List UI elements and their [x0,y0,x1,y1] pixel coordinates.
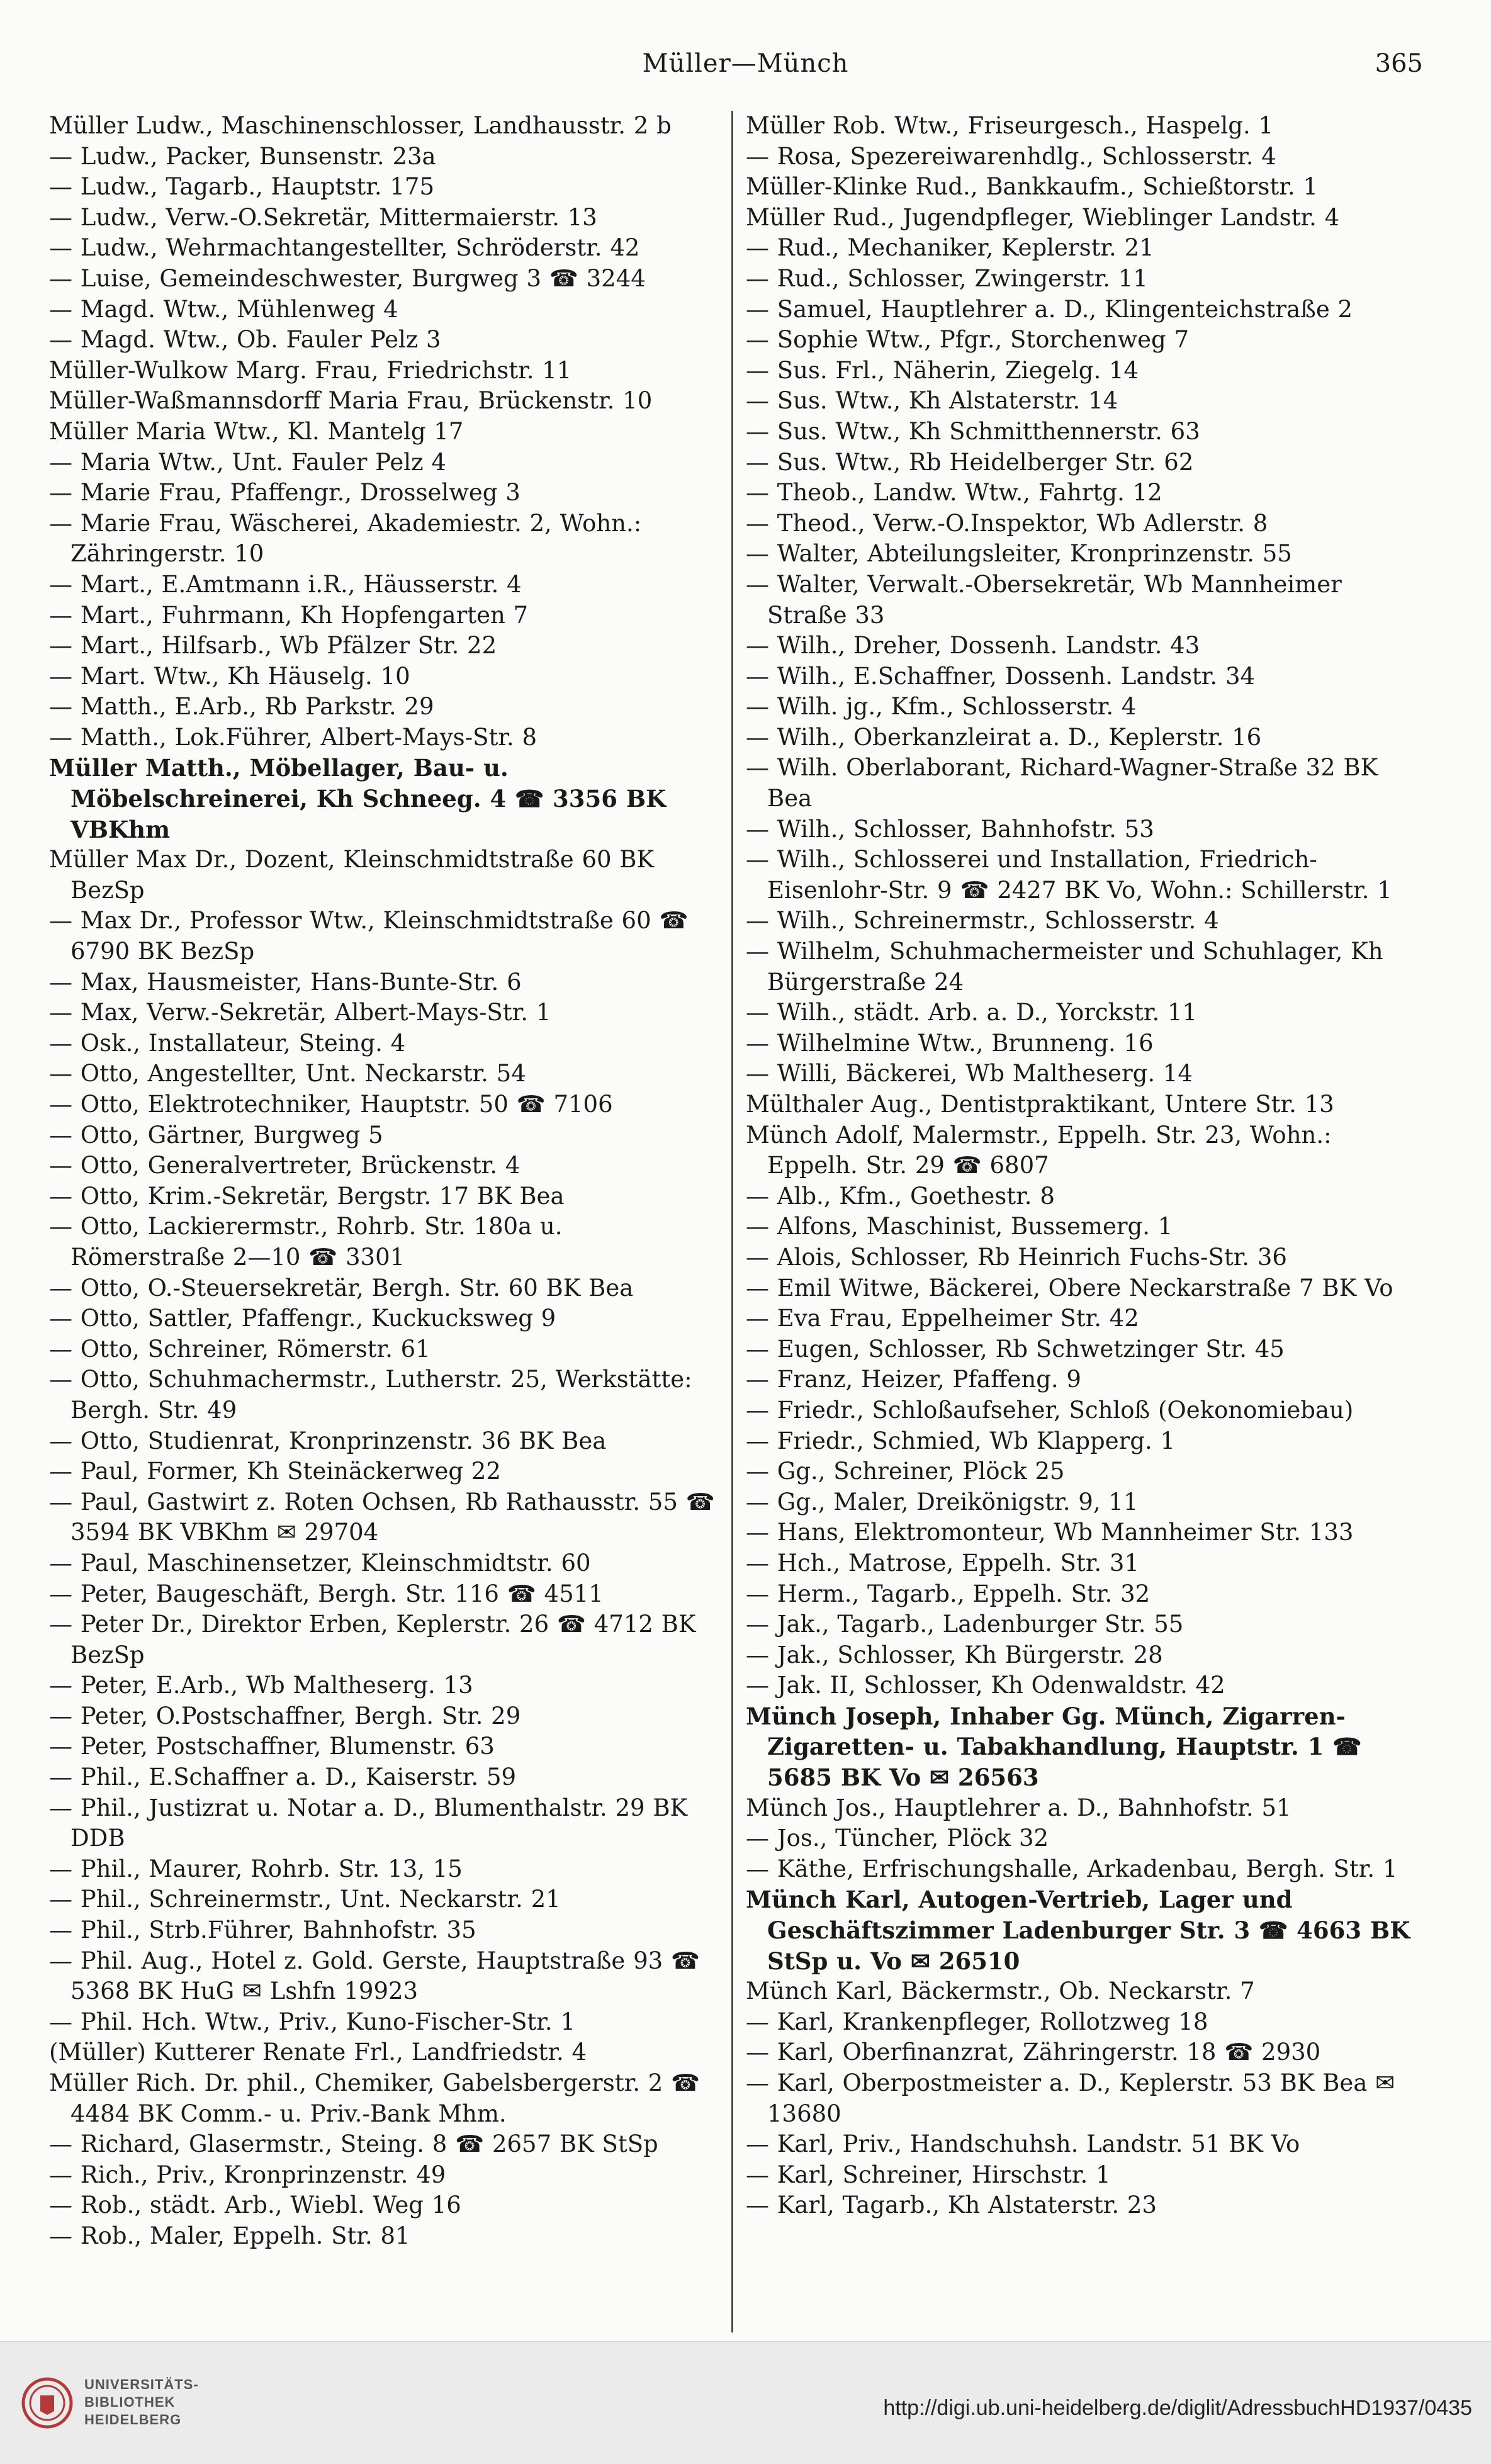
directory-entry: — Theod., Verw.-O.Inspektor, Wb Adlerstr. 8 [746,509,1268,537]
directory-entry: — Alfons, Maschinist, Bussemerg. 1 [746,1213,1173,1240]
directory-entry: — Mart., Hilfsarb., Wb Pfälzer Str. 22 [49,632,497,660]
directory-entry: — Wilh., Schreinermstr., Schlosserstr. 4 [746,907,1219,935]
directory-entry: Mülthaler Aug., Dentistpraktikant, Untere Str. 13 [746,1091,1334,1118]
directory-entry: — Jak., Schlosser, Kh Bürgerstr. 28 [746,1641,1163,1668]
directory-entry: — Max, Hausmeister, Hans-Bunte-Str. 6 [49,968,522,996]
directory-entry: — Franz, Heizer, Pfaffeng. 9 [746,1366,1081,1393]
directory-entry: — Phil. Hch. Wtw., Priv., Kuno-Fischer-Str. 1 [49,2008,575,2035]
column-divider [731,111,733,2332]
directory-entry: (Müller) Kutterer Renate Frl., Landfriedstr. 4 [49,2039,587,2066]
directory-entry: — Walter, Abteilungsleiter, Kronprinzenstr. 55 [746,540,1292,568]
directory-entry: — Walter, Verwalt.-Obersekretär, Wb Mannheimer Straße 33 [746,570,1342,629]
library-name-line: UNIVERSITÄTS- [84,2377,199,2392]
directory-entry: Müller Maria Wtw., Kl. Mantelg 17 [49,417,464,445]
directory-entry: — Rob., Maler, Eppelh. Str. 81 [49,2222,410,2249]
directory-entry: — Maria Wtw., Unt. Fauler Pelz 4 [49,448,446,476]
directory-entry: — Max Dr., Professor Wtw., Kleinschmidtstraße 60 ☎ 6790 BK BezSp [49,907,689,965]
directory-entry: — Wilh., Dreher, Dossenh. Landstr. 43 [746,632,1200,660]
directory-entry: — Gg., Maler, Dreikönigstr. 9, 11 [746,1488,1139,1516]
directory-entry: — Karl, Priv., Handschuhsh. Landstr. 51 BK Vo [746,2130,1300,2158]
directory-entry: — Sus. Wtw., Kh Alstaterstr. 14 [746,387,1118,415]
directory-entry: Müller Rob. Wtw., Friseurgesch., Haspelg. 1 [746,112,1274,139]
directory-entry: — Phil. Aug., Hotel z. Gold. Gerste, Hauptstraße 93 ☎ 5368 BK HuG ✉ Lshfn 19923 [49,1947,700,2005]
directory-entry: — Ludw., Packer, Bunsenstr. 23a [49,142,436,170]
directory-entry: — Sus. Wtw., Kh Schmitthennerstr. 63 [746,417,1200,445]
directory-entry: — Marie Frau, Wäscherei, Akademiestr. 2, Wohn.: Zähringerstr. 10 [49,509,642,568]
directory-entry: — Phil., Justizrat u. Notar a. D., Blumenthalstr. 29 BK DDB [49,1794,688,1852]
directory-entry: — Mart., E.Amtmann i.R., Häusserstr. 4 [49,570,522,598]
directory-entry: — Otto, Elektrotechniker, Hauptstr. 50 ☎ 7106 [49,1091,613,1118]
directory-entry: Münch Karl, Autogen-Vertrieb, Lager und Geschäftszimmer Ladenburger Str. 3 ☎ 4663 BK StSp u. Vo ✉ 26510 [746,1886,1410,1975]
directory-entry: — Peter, E.Arb., Wb Maltheserg. 13 [49,1672,473,1699]
directory-entry: — Emil Witwe, Bäckerei, Obere Neckarstraße 7 BK Vo [746,1274,1393,1302]
directory-entry: — Alois, Schlosser, Rb Heinrich Fuchs-Str. 36 [746,1243,1287,1271]
directory-entry: — Otto, Gärtner, Burgweg 5 [49,1121,383,1149]
directory-entry: — Eugen, Schlosser, Rb Schwetzinger Str. 45 [746,1335,1285,1363]
directory-entry: — Otto, Generalvertreter, Brückenstr. 4 [49,1152,520,1179]
directory-entry: Müller Rud., Jugendpfleger, Wieblinger Landstr. 4 [746,203,1340,231]
directory-entry: — Peter, O.Postschaffner, Bergh. Str. 29 [49,1702,521,1730]
directory-entry: — Friedr., Schloßaufseher, Schloß (Oekonomiebau) [746,1396,1354,1424]
directory-entry: — Sus. Frl., Näherin, Ziegelg. 14 [746,356,1139,384]
directory-entry: — Phil., E.Schaffner a. D., Kaiserstr. 59 [49,1764,517,1791]
directory-entry: — Otto, O.-Steuersekretär, Bergh. Str. 60 BK Bea [49,1274,634,1302]
directory-entry: — Otto, Studienrat, Kronprinzenstr. 36 BK Bea [49,1427,607,1454]
directory-entry: — Peter, Postschaffner, Blumenstr. 63 [49,1733,495,1760]
directory-entry: Müller Matth., Möbellager, Bau- u. Möbelschreinerei, Kh Schneeg. 4 ☎ 3356 BK VBKhm [49,754,667,843]
directory-entry: — Marie Frau, Pfaffengr., Drosselweg 3 [49,479,520,507]
directory-entry: — Willi, Bäckerei, Wb Maltheserg. 14 [746,1060,1193,1088]
directory-entry: — Sophie Wtw., Pfgr., Storchenweg 7 [746,326,1190,354]
directory-entry: — Paul, Maschinensetzer, Kleinschmidtstr. 60 [49,1549,591,1577]
directory-entry: — Matth., Lok.Führer, Albert-Mays-Str. 8 [49,723,537,751]
directory-entry: — Paul, Gastwirt z. Roten Ochsen, Rb Rathausstr. 55 ☎ 3594 BK VBKhm ✉ 29704 [49,1488,715,1546]
directory-entry: — Magd. Wtw., Mühlenweg 4 [49,295,398,323]
directory-entry: — Samuel, Hauptlehrer a. D., Klingenteichstraße 2 [746,295,1353,323]
directory-entry: — Herm., Tagarb., Eppelh. Str. 32 [746,1580,1151,1607]
directory-entry: — Rob., städt. Arb., Wiebl. Weg 16 [49,2191,461,2219]
library-name-line: HEIDELBERG [84,2412,182,2427]
directory-entry: — Wilhelm, Schuhmachermeister und Schuhlager, Kh Bürgerstraße 24 [746,938,1383,996]
left-column [49,111,723,2252]
source-url-link[interactable]: http://digi.ub.uni-heidelberg.de/diglit/AdressbuchHD1937/0435 [883,2396,1472,2420]
directory-entry: — Peter, Baugeschäft, Bergh. Str. 116 ☎ 4511 [49,1580,604,1607]
directory-entry: — Alb., Kfm., Goethestr. 8 [746,1182,1055,1210]
directory-entry: — Wilh. Oberlaborant, Richard-Wagner-Straße 32 BK Bea [746,754,1378,813]
directory-entry: — Peter Dr., Direktor Erben, Keplerstr. 26 ☎ 4712 BK BezSp [49,1611,696,1668]
directory-entry: Müller Max Dr., Dozent, Kleinschmidtstraße 60 BK BezSp [49,846,655,904]
directory-entry: — Wilh., Oberkanzleirat a. D., Keplerstr. 16 [746,723,1262,751]
directory-entry: Münch Jos., Hauptlehrer a. D., Bahnhofstr. 51 [746,1794,1291,1821]
directory-entry: — Max, Verw.-Sekretär, Albert-Mays-Str. 1 [49,999,551,1027]
directory-entry: — Rich., Priv., Kronprinzenstr. 49 [49,2161,446,2188]
directory-entry: — Ludw., Verw.-O.Sekretär, Mittermaierstr. 13 [49,203,597,231]
directory-entry: — Mart., Fuhrmann, Kh Hopfengarten 7 [49,601,529,629]
directory-entry: — Magd. Wtw., Ob. Fauler Pelz 3 [49,326,441,354]
directory-entry: — Eva Frau, Eppelheimer Str. 42 [746,1305,1139,1332]
directory-entry: Müller-Waßmannsdorff Maria Frau, Brückenstr. 10 [49,387,653,415]
directory-entry: — Karl, Oberpostmeister a. D., Keplerstr. 53 BK Bea ✉ 13680 [746,2069,1395,2127]
directory-entry: — Hans, Elektromonteur, Wb Mannheimer Str. 133 [746,1519,1354,1546]
directory-entry: — Luise, Gemeindeschwester, Burgweg 3 ☎ 3244 [49,264,646,292]
directory-entry: — Jak. II, Schlosser, Kh Odenwaldstr. 42 [746,1672,1225,1699]
page-number: 365 [1375,49,1423,78]
directory-entry: — Rud., Schlosser, Zwingerstr. 11 [746,264,1148,292]
directory-entry: — Wilh., Schlosserei und Installation, Friedrich-Eisenlohr-Str. 9 ☎ 2427 BK Vo, Wohn.: Schillerstr. 1 [746,846,1392,904]
directory-entry: — Richard, Glasermstr., Steing. 8 ☎ 2657 BK StSp [49,2130,658,2158]
directory-entry: — Friedr., Schmied, Wb Klapperg. 1 [746,1427,1176,1454]
directory-entry: — Otto, Angestellter, Unt. Neckarstr. 54 [49,1060,526,1088]
directory-entry: — Theob., Landw. Wtw., Fahrtg. 12 [746,479,1162,507]
directory-entry: — Rud., Mechaniker, Keplerstr. 21 [746,234,1154,262]
directory-entry: — Phil., Strb.Führer, Bahnhofstr. 35 [49,1916,476,1944]
directory-entry: — Hch., Matrose, Eppelh. Str. 31 [746,1549,1139,1577]
directory-entry: Münch Adolf, Malermstr., Eppelh. Str. 23, Wohn.: Eppelh. Str. 29 ☎ 6807 [746,1121,1332,1179]
university-seal-icon [21,2375,73,2431]
directory-entry: — Karl, Schreiner, Hirschstr. 1 [746,2161,1111,2188]
directory-entry: — Ludw., Tagarb., Hauptstr. 175 [49,173,435,201]
directory-entry: — Otto, Sattler, Pfaffengr., Kuckucksweg 9 [49,1305,556,1332]
directory-entry: — Karl, Tagarb., Kh Alstaterstr. 23 [746,2191,1157,2219]
directory-entry: — Wilh., Schlosser, Bahnhofstr. 53 [746,815,1154,843]
directory-entry: Müller-Klinke Rud., Bankkaufm., Schießtorstr. 1 [746,173,1318,201]
directory-entry: — Phil., Schreinermstr., Unt. Neckarstr. 21 [49,1886,561,1913]
directory-entry: — Mart. Wtw., Kh Häuselg. 10 [49,662,410,690]
directory-entry: — Sus. Wtw., Rb Heidelberger Str. 62 [746,448,1194,476]
directory-entry: — Karl, Krankenpfleger, Rollotzweg 18 [746,2008,1208,2035]
directory-entry: — Jak., Tagarb., Ladenburger Str. 55 [746,1611,1184,1638]
directory-entry: — Wilh., städt. Arb. a. D., Yorckstr. 11 [746,999,1198,1027]
directory-entry: — Otto, Lackierermstr., Rohrb. Str. 180a u. Römerstraße 2—10 ☎ 3301 [49,1213,563,1271]
directory-entry: — Käthe, Erfrischungshalle, Arkadenbau, Bergh. Str. 1 [746,1855,1398,1882]
directory-entry: — Rosa, Spezereiwarenhdlg., Schlosserstr. 4 [746,142,1276,170]
directory-entry: Münch Joseph, Inhaber Gg. Münch, Zigarren- Zigaretten- u. Tabakhandlung, Hauptstr. 1 ☎ 5685 BK Vo ✉ 26563 [746,1702,1362,1792]
page-title: Müller—Münch [642,49,849,78]
directory-entry: — Otto, Krim.-Sekretär, Bergstr. 17 BK Bea [49,1182,565,1210]
directory-entry: — Otto, Schreiner, Römerstr. 61 [49,1335,430,1363]
directory-entry: Müller-Wulkow Marg. Frau, Friedrichstr. 11 [49,356,572,384]
library-name [84,2376,199,2429]
directory-entry: — Paul, Former, Kh Steinäckerweg 22 [49,1458,501,1485]
directory-entry: — Wilh. jg., Kfm., Schlosserstr. 4 [746,693,1137,721]
directory-entry: — Karl, Oberfinanzrat, Zähringerstr. 18 ☎ 2930 [746,2039,1321,2066]
directory-entry: — Ludw., Wehrmachtangestellter, Schröderstr. 42 [49,234,640,262]
directory-entry: — Otto, Schuhmachermstr., Lutherstr. 25, Werkstätte: Bergh. Str. 49 [49,1366,692,1424]
viewer-footer [0,2341,1491,2464]
library-name-line: BIBLIOTHEK [84,2394,176,2410]
right-column [746,111,1419,2221]
directory-entry: — Wilh., E.Schaffner, Dossenh. Landstr. 34 [746,662,1256,690]
directory-entry: Münch Karl, Bäckermstr., Ob. Neckarstr. 7 [746,1977,1255,2005]
directory-entry: — Phil., Maurer, Rohrb. Str. 13, 15 [49,1855,463,1882]
directory-entry: — Jos., Tüncher, Plöck 32 [746,1825,1049,1852]
directory-entry: — Osk., Installateur, Steing. 4 [49,1029,406,1057]
directory-entry: — Matth., E.Arb., Rb Parkstr. 29 [49,693,434,721]
directory-entry: — Gg., Schreiner, Plöck 25 [746,1458,1065,1485]
directory-entry: — Wilhelmine Wtw., Brunneng. 16 [746,1029,1154,1057]
directory-entry: Müller Rich. Dr. phil., Chemiker, Gabelsbergerstr. 2 ☎ 4484 BK Comm.- u. Priv.-Bank Mhm. [49,2069,700,2127]
directory-entry: Müller Ludw., Maschinenschlosser, Landhausstr. 2 b [49,112,672,139]
